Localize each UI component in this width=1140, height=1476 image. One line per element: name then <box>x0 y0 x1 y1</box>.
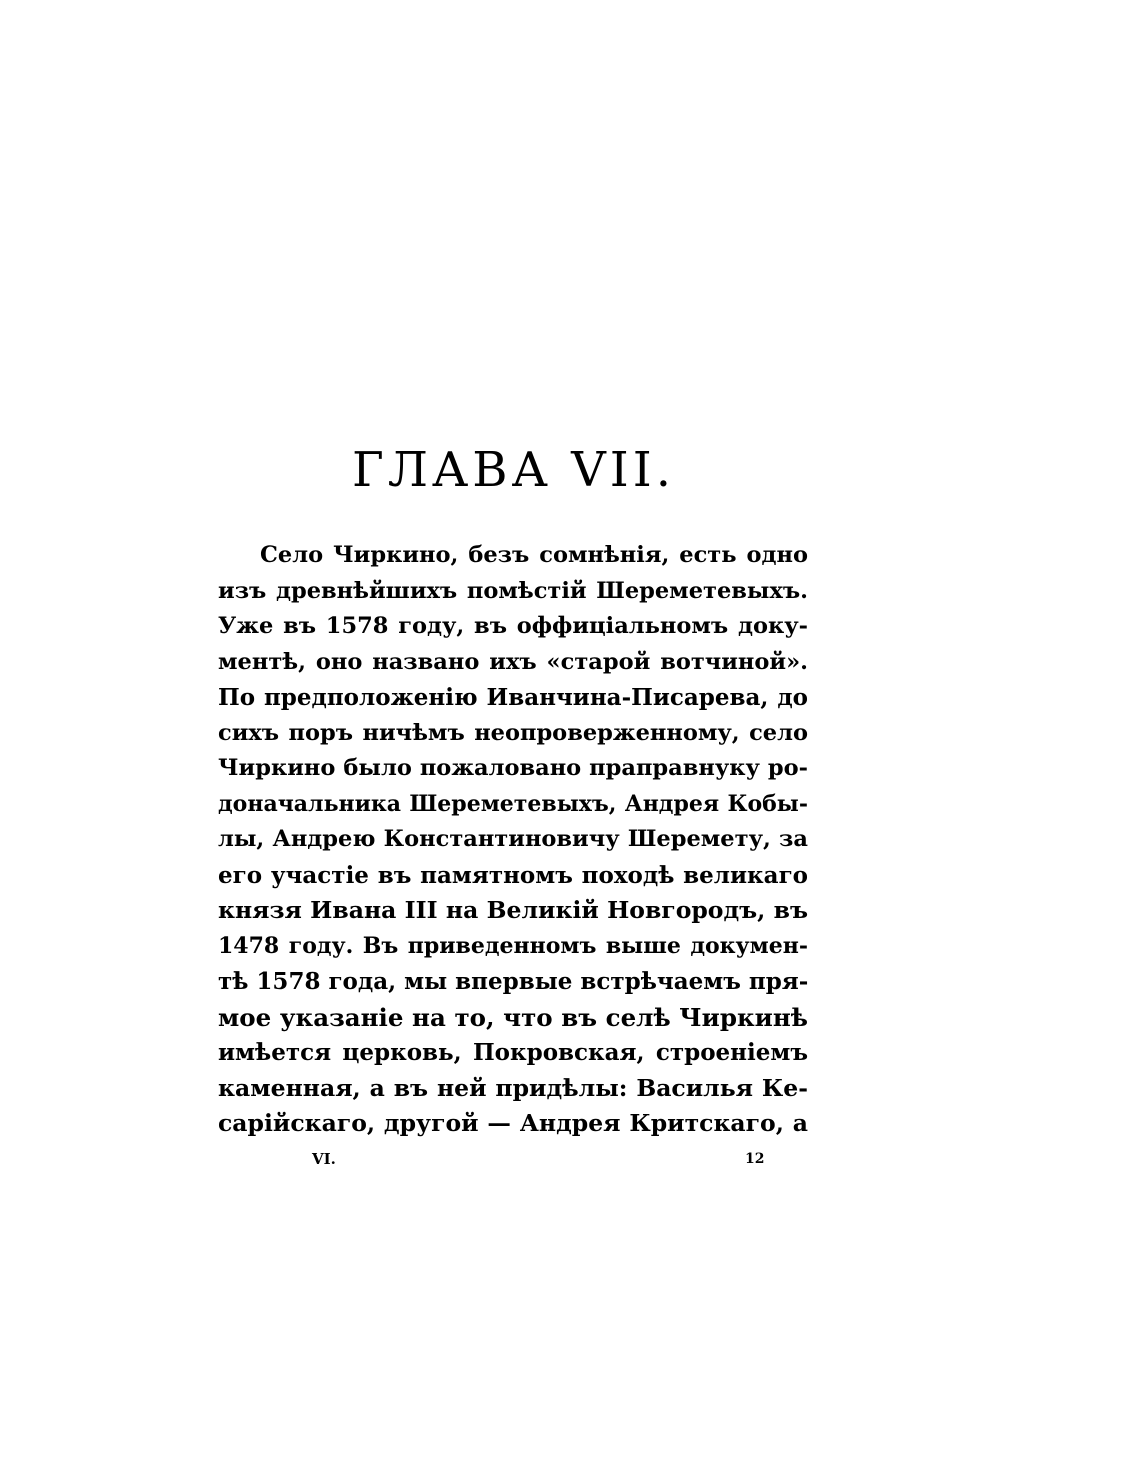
text-line: доначальника Шереметевыхъ, Андрея Кобы- <box>218 790 808 817</box>
text-line: сарійскаго, другой — Андрея Критскаго, а <box>218 1109 808 1137</box>
text-line: князя Ивана III на Великій Новгородъ, въ <box>218 896 808 924</box>
text-line: лы, Андрею Константиновичу Шеремету, за <box>218 826 808 852</box>
text-line: мое указаніе на то, что въ селѣ Чиркинѣ <box>218 1002 808 1032</box>
text-line: ментѣ, оно названо ихъ «старой вотчиной». <box>218 648 808 675</box>
text-line: изъ древнѣйшихъ помѣстій Шереметевыхъ. <box>218 577 808 604</box>
text-line: каменная, а въ ней придѣлы: Василья Ке- <box>218 1073 808 1102</box>
body-text <box>218 538 808 1142</box>
text-line: имѣется церковь, Покровская, строеніемъ <box>218 1039 808 1066</box>
text-line: Чиркино было пожаловано праправнуку ро- <box>218 755 808 781</box>
text-line: его участіе въ памятномъ походѣ великаго <box>218 861 808 889</box>
text-line: 1478 году. Въ приведенномъ выше докумен- <box>218 932 808 959</box>
chapter-title: ГЛАВА VII. <box>352 442 675 498</box>
text-line: По предположенію Иванчина-Писарева, до <box>218 684 808 711</box>
signature-mark: VI. <box>312 1150 336 1168</box>
text-line: Уже въ 1578 году, въ оффиціальномъ доку- <box>218 613 808 639</box>
text-line: тѣ 1578 года, мы впервые встрѣчаемъ пря- <box>218 968 809 995</box>
text-line: Село Чиркино, безъ сомнѣнія, есть одно <box>260 542 808 568</box>
page-number: 12 <box>745 1151 765 1167</box>
text-line: сихъ поръ ничѣмъ неопроверженному, село <box>218 719 808 746</box>
